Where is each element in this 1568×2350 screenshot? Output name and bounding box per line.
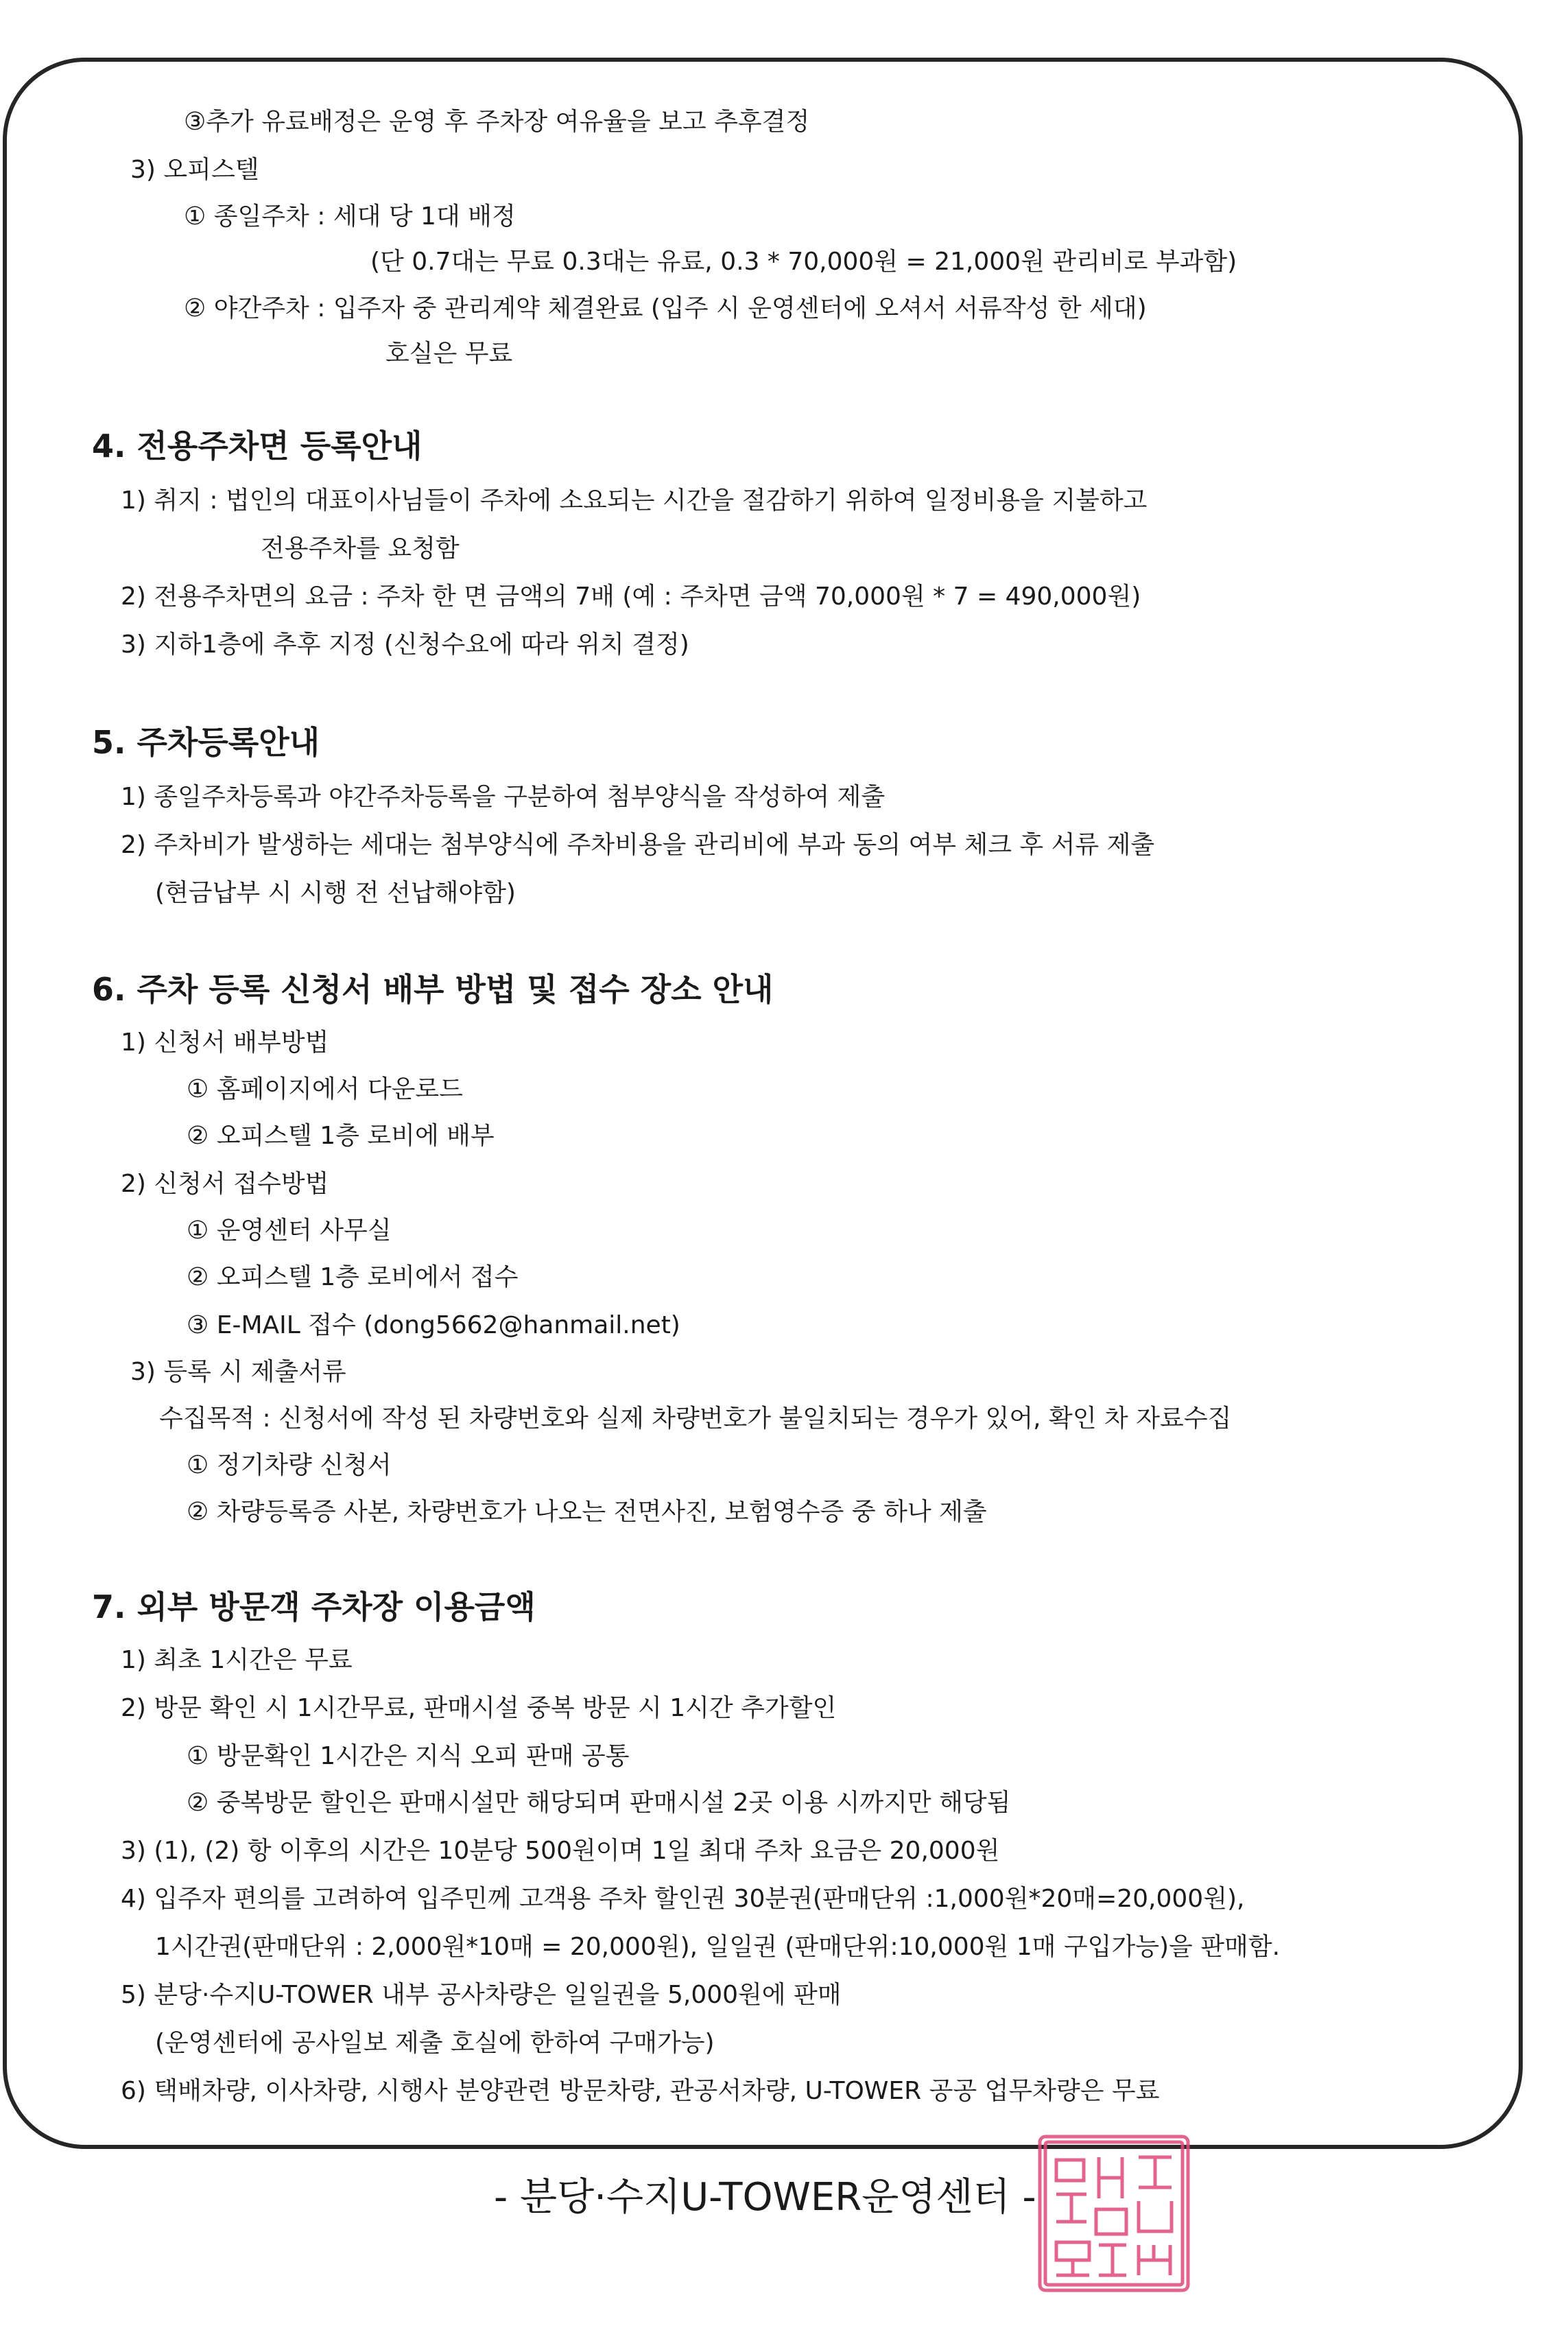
section-heading: 6. 주차 등록 신청서 배부 방법 및 접수 장소 안내 [92, 971, 774, 1008]
text-line: ② 야간주차 : 입주자 중 관리계약 체결완료 (입주 시 운영센터에 오셔서 서류작성 한 세대) [184, 294, 1147, 322]
text-line: ① 운영센터 사무실 [187, 1217, 392, 1245]
text-line: 2) 방문 확인 시 1시간무료, 판매시설 중복 방문 시 1시간 추가할인 [121, 1694, 837, 1722]
text-line: 2) 신청서 접수방법 [121, 1170, 329, 1198]
text-line: ① 종일주차 : 세대 당 1대 배정 [184, 202, 516, 231]
text-line: ② 오피스텔 1층 로비에 배부 [187, 1122, 495, 1150]
text-line: ① 홈페이지에서 다운로드 [187, 1075, 463, 1103]
text-line: 3) 지하1층에 추후 지정 (신청수요에 따라 위치 결정) [121, 631, 689, 659]
section-heading: 5. 주차등록안내 [92, 724, 320, 761]
text-line: (현금납부 시 시행 전 선납해야함) [155, 879, 516, 907]
text-line: 5) 분당·수지U-TOWER 내부 공사차량은 일일권을 5,000원에 판매 [121, 1981, 842, 2009]
text-line: 1) 종일주차등록과 야간주차등록을 구분하여 첨부양식을 작성하여 제출 [121, 783, 886, 811]
text-line: 1) 취지 : 법인의 대표이사님들이 주차에 소요되는 시간을 절감하기 위하여 일정비용을 지불하고 [121, 486, 1148, 515]
text-line: 3) 등록 시 제출서류 [130, 1358, 346, 1386]
text-line: 3) (1), (2) 항 이후의 시간은 10분당 500원이며 1일 최대 주차 요금은 20,000원 [121, 1837, 1000, 1865]
text-line: 2) 전용주차면의 요금 : 주차 한 면 금액의 7배 (예 : 주차면 금액 70,000원 * 7 = 490,000원) [121, 583, 1141, 611]
text-line: ② 중복방문 할인은 판매시설만 해당되며 판매시설 2곳 이용 시까지만 해당됨 [187, 1789, 1011, 1817]
text-line: 3) 오피스텔 [130, 156, 259, 184]
text-line: 1) 신청서 배부방법 [121, 1029, 329, 1057]
section-heading: 4. 전용주차면 등록안내 [92, 427, 423, 465]
text-line: ② 차량등록증 사본, 차량번호가 나오는 전면사진, 보험영수증 중 하나 제출 [187, 1498, 987, 1526]
text-line: 4) 입주자 편의를 고려하여 입주민께 고객용 주차 할인권 30분권(판매단위 :1,000원*20매=20,000원), [121, 1885, 1245, 1913]
text-line: ③ E-MAIL 접수 (dong5662@hanmail.net) [187, 1311, 680, 1339]
section-heading: 7. 외부 방문객 주차장 이용금액 [92, 1588, 536, 1625]
text-line: ② 오피스텔 1층 로비에서 접수 [187, 1263, 519, 1291]
issuer-footer: - 분당·수지U-TOWER운영센터 - [494, 2175, 1036, 2220]
text-line: (운영센터에 공사일보 제출 호실에 한하여 구매가능) [155, 2029, 715, 2057]
official-seal-stamp [1036, 2132, 1192, 2294]
text-line: ① 방문확인 1시간은 지식 오피 판매 공통 [187, 1742, 630, 1770]
text-line: 호실은 무료 [385, 340, 513, 368]
text-line: 1) 최초 1시간은 무료 [121, 1646, 353, 1674]
text-line: 수집목적 : 신청서에 작성 된 차량번호와 실제 차량번호가 불일치되는 경우가 있어, 확인 차 자료수집 [159, 1405, 1232, 1433]
text-line: ① 정기차량 신청서 [187, 1451, 392, 1479]
text-line: 전용주차를 요청함 [261, 534, 460, 563]
text-line: 2) 주차비가 발생하는 세대는 첨부양식에 주차비용을 관리비에 부과 동의 여부 체크 후 서류 제출 [121, 831, 1155, 859]
text-line: 1시간권(판매단위 : 2,000원*10매 = 20,000원), 일일권 (판매단위:10,000원 1매 구입가능)을 판매함. [155, 1933, 1281, 1961]
text-line: ③추가 유료배정은 운영 후 주차장 여유율을 보고 추후결정 [184, 108, 810, 136]
text-line: 6) 택배차량, 이사차량, 시행사 분양관련 방문차량, 관공서차량, U-TOWER 공공 업무차량은 무료 [121, 2077, 1160, 2105]
text-line: (단 0.7대는 무료 0.3대는 유료, 0.3 * 70,000원 = 21,000원 관리비로 부과함) [370, 248, 1237, 276]
